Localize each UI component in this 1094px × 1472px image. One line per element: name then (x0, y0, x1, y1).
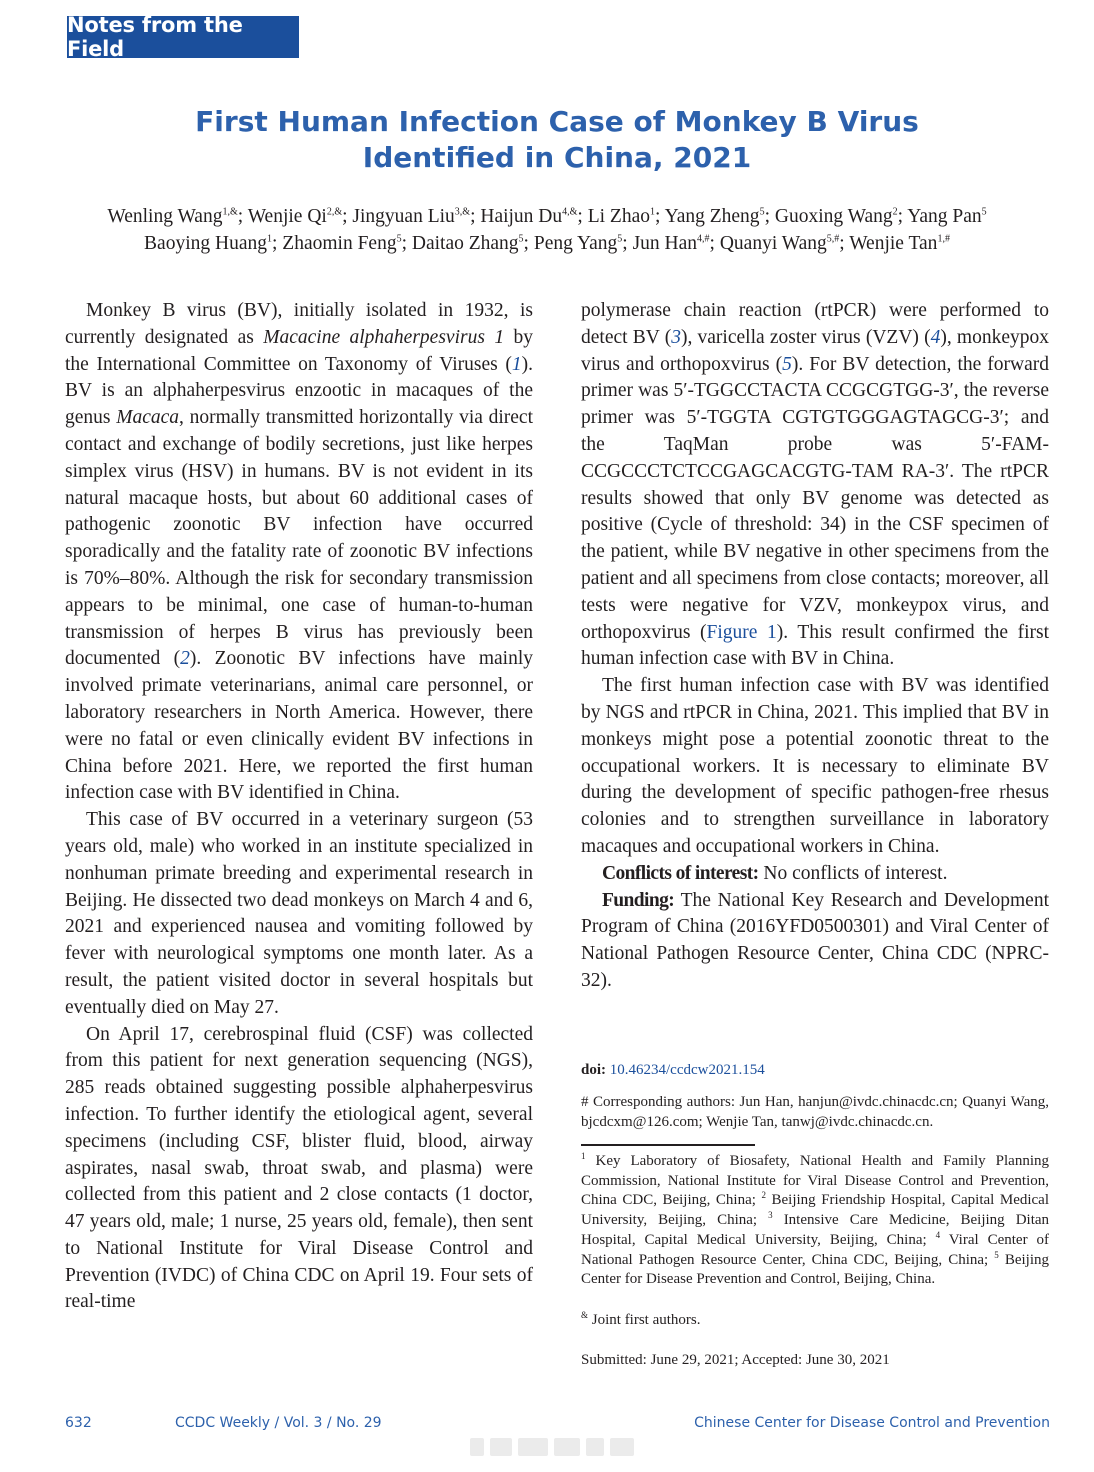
reference-link-5[interactable]: 5 (782, 353, 792, 375)
author-name: Baoying Huang (144, 233, 267, 254)
paragraph-intro: Monkey B virus (BV), initially isolated in 1932, is currently designated as Macacine alphaherpesvirus 1 by the International Committee on Taxonomy of Viruses (1). BV is an alphaherpesvirus enzootic in macaques of the genus Macaca, normally transmitted horizontally via direct contact and exchange of bodily secretions, just like herpes simplex virus (HSV) in humans. BV is not evident in its natural macaque hosts, but about 60 additional cases of pathogenic zoonotic BV infection have occurred sporadically and the fatality rate of zoonotic BV infections is 70%–80%. Although the risk for secondary transmission appears to be minimal, one case of human-to-human transmission of herpes B virus has previously been documented (2). Zoonotic BV infections have mainly involved primate veterinarians, animal care personnel, or laboratory researchers in North America. However, there were no fatal or even clinically evident BV infections in China before 2021. Here, we reported the first human infection case with BV identified in China. (65, 300, 533, 804)
author-name: Wenjie Tan (849, 233, 938, 254)
title-line-2: Identified in China, 2021 (362, 141, 752, 174)
affiliation-text: Beijing Center for Disease Prevention and Control, Beijing, China. (581, 1251, 1049, 1288)
funding-label: Funding: (602, 889, 675, 911)
species-name: Macacine alphaherpesvirus 1 (263, 326, 505, 348)
author-name: Jun Han (632, 233, 698, 254)
paragraph-case: This case of BV occurred in a veterinary surgeon (53 years old, male) who worked in an institute specialized in nonhuman primate breeding and experimental research in Beijing. He dissected two dead monkeys on March 4 and 6, 2021 and experienced nausea and vomiting followed by fever with neurological symptoms one month later. As a result, the patient visited doctor in several hospitals but eventually died on May 27. (65, 809, 533, 1018)
affiliation-number: 3 (768, 1210, 773, 1221)
affiliation-number: 5 (994, 1249, 999, 1260)
author-affiliation-mark: 2 (892, 206, 898, 218)
submission-dates: Submitted: June 29, 2021; Accepted: June 30, 2021 (581, 1352, 890, 1368)
footnote-divider (581, 1144, 755, 1146)
author-affiliation-mark: 5 (617, 233, 623, 245)
conflicts-label: Conflicts of interest: (602, 862, 759, 884)
author-name: Haijun Du (480, 206, 563, 227)
reference-link-2[interactable]: 2 (180, 648, 190, 670)
article-title (60, 104, 1054, 176)
author-name: Peng Yang (533, 233, 618, 254)
reference-link-1[interactable]: 1 (511, 353, 522, 375)
author-name: Zhaomin Feng (282, 233, 397, 254)
paragraph-conclusion: The first human infection case with BV was identified by NGS and rtPCR in China, 2021. This implied that BV in monkeys might pose a potential zoonotic threat to the occupational workers. It is necessary to eliminate BV during the development of specific pathogen-free rhesus colonies and to strengthen surveillance in laboratory macaques and occupational workers in China. (581, 675, 1049, 857)
section-tag: Notes from the Field (67, 16, 299, 58)
author-name: Quanyi Wang (719, 233, 827, 254)
genus-name: Macaca (116, 407, 180, 429)
reference-link-4[interactable]: 4 (930, 326, 941, 348)
joint-first-authors-note: & Joint first authors. (581, 1310, 701, 1328)
author-affiliation-mark: 1 (650, 206, 655, 218)
doi-line (581, 1060, 1049, 1080)
doi-link[interactable]: 10.46234/ccdcw2021.154 (609, 1062, 765, 1078)
author-name: Daitao Zhang (411, 233, 519, 254)
figure-1-link[interactable]: Figure 1 (706, 621, 777, 643)
affiliation-text: Viral Center of National Pathogen Resource Center, China CDC, Beijing, China; (581, 1231, 1049, 1268)
title-line-1: First Human Infection Case of Monkey B Virus (195, 105, 919, 138)
journal-issue: CCDC Weekly / Vol. 3 / No. 29 (175, 1415, 382, 1431)
author-affiliation-mark: 1,& (222, 206, 238, 218)
right-column (581, 298, 1049, 995)
affiliations (581, 1152, 1049, 1290)
paragraph-rtpcr: polymerase chain reaction (rtPCR) were performed to detect BV (3), varicella zoster virus (VZV) (4), monkeypox virus and orthopoxvirus (5). For BV detection, the forward primer was 5′-TGGCCTACTA CCGCGTGG-3′, the reverse primer was 5′-TGGTA CGTGTGGGAGTAGCG-3′; and the TaqMan probe was 5′-FAM-CCGCCCTCTCCGAGCACGTG-TAM RA-3′. The rtPCR results showed that only BV genome was detected as positive (Cycle of threshold: 34) in the CSF specimen of the patient, while BV negative in other specimens from the patient and all specimens from close contacts; moreover, all tests were negative for VZV, monkeypox virus, and orthopoxvirus (Figure 1). This result confirmed the first human infection case with BV in China. (581, 300, 1050, 670)
corresponding-authors: # Corresponding authors: Jun Han, hanjun@ivdc.chinacdc.cn; Quanyi Wang, bjcdcxm@126.com; Wenjie Tan, tanwj@ivdc.chinacdc.cn. (581, 1094, 1049, 1130)
author-name: Yang Pan (907, 206, 982, 227)
author-line-1: Wenling Wang$^{1,\&}$; Wenjie $Qi^{2,\&}$; Jingyuan Liu$^{3,\&}$; Haijun $Du^{4,\&}$; Li Zhao$^1$; Yang Zheng$^5$; Guoxing Wang$^2$; Yang Pan$^5$ (107, 206, 987, 227)
affiliation-text: Intensive Care Medicine, Beijing Ditan Hospital, Capital Medical University, Beijing, China; (581, 1212, 1050, 1248)
affiliation-text: Beijing Friendship Hospital, Capital Medical University, Beijing, China; (581, 1192, 1049, 1229)
author-affiliation-mark: 2,& (326, 206, 343, 218)
author-affiliation-mark: 5 (759, 206, 765, 218)
author-affiliation-mark: 5 (396, 233, 402, 245)
left-column (65, 298, 533, 1316)
funding-statement: Funding: The National Key Research and Development Program of China (2016YFD0500301) and Viral Center of National Pathogen Resource Center, China CDC (NPRC-32). (581, 889, 1049, 991)
author-affiliation-mark: 5 (518, 233, 524, 245)
author-affiliation-mark: 4,# (697, 233, 710, 245)
affiliation-number: 2 (761, 1190, 766, 1201)
author-name: Li Zhao (587, 206, 650, 227)
affiliation-text: Key Laboratory of Biosafety, National Health and Family Planning Commission, National Institute for Viral Disease Control and Prevention, China CDC, Beijing, China; (581, 1153, 1049, 1209)
watermark-decoration (470, 1432, 642, 1462)
author-list (40, 203, 1054, 257)
author-name: Jingyuan Liu (352, 206, 455, 227)
author-affiliation-mark: 1 (267, 233, 272, 245)
paragraph-specimens: On April 17, cerebrospinal fluid (CSF) was collected from this patient for next generation sequencing (NGS), 285 reads obtained suggesting possible alphaherpesvirus infection. To further identify the etiological agent, several specimens (including CSF, blister fluid, blood, airway aspirates, nasal swab, throat swab, and plasma) were collected from this patient and 2 close contacts (1 doctor, 47 years old, male; 1 nurse, 25 years old, female), then sent to National Institute for Viral Disease Control and Prevention (IVDC) of China CDC on April 19. Four sets of real-time (65, 1023, 533, 1313)
author-name: Wenling Wang (107, 206, 223, 227)
author-affiliation-mark: 3,& (454, 206, 471, 218)
author-name: Yang Zheng (664, 206, 760, 227)
page-number: 632 (65, 1415, 92, 1431)
author-affiliation-mark: 4,& (562, 206, 578, 218)
author-name: Wenjie Qi (247, 206, 327, 227)
author-affiliation-mark: 1,# (937, 233, 950, 245)
author-line-2: Baoying Huang$^1$; Zhaomin Feng$^5$; Daitao Zhang$^5$; Peng Yang$^5$; Jun Han$^{4,\#}$; Quanyi Wang$^{5,\#}$; Wenjie Tan$^{1,\#}$ (144, 233, 950, 254)
author-name: Guoxing Wang (774, 206, 893, 227)
author-affiliation-mark: 5,# (826, 233, 840, 245)
affiliation-number: 1 (581, 1151, 586, 1161)
organization-name: Chinese Center for Disease Control and Prevention (694, 1415, 1050, 1431)
doi-label: doi: (581, 1062, 607, 1078)
reference-link-3[interactable]: 3 (671, 326, 681, 348)
conflicts-statement: Conflicts of interest: No conflicts of interest. (602, 862, 948, 884)
author-affiliation-mark: 5 (981, 206, 987, 218)
affiliation-number: 4 (935, 1229, 941, 1240)
